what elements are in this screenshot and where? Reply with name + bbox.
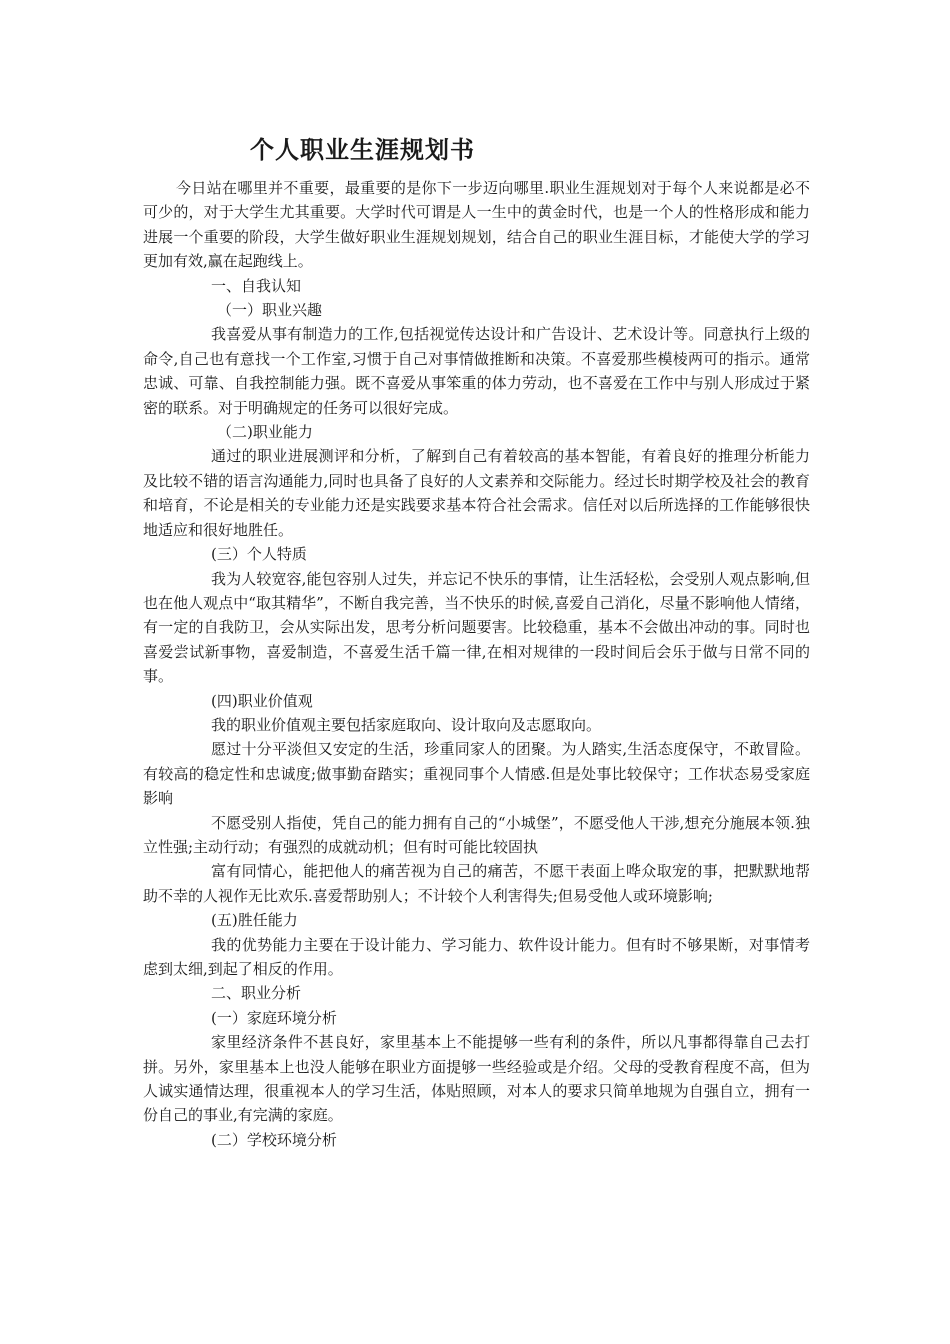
paragraph-career-values-1: 我的职业价值观主要包括家庭取向、设计取向及志愿取向。 — [211, 715, 602, 734]
paragraph-career-ability: 通过的职业进展测评和分析，了解到自己有着较高的基本智能，有着良好的推理分析能力及比较不错的语言沟通能力,同时也具备了良好的人文素养和交际能力。经过长时期学校及社会的教育和培育，不论是相关的专业能力还是实践要求基本符合社会需求。信任对以后所选择的工作能够很快地适应和很好地胜任。 — [143, 447, 810, 539]
subheading-career-interest: （一）职业兴趣 — [217, 301, 323, 320]
paragraph-competency: 我的优势能力主要在于设计能力、学习能力、软件设计能力。但有时不够果断，对事情考虑到太细,到起了相反的作用。 — [143, 935, 810, 978]
paragraph-career-interest: 我喜爱从事有制造力的工作,包括视觉传达设计和广告设计、艺术设计等。同意执行上级的命令,自己也有意找一个工作室,习惯于自己对事情做推断和决策。不喜爱那些模棱两可的指示。通常忠诚、可靠、自我控制能力强。既不喜爱从事笨重的体力劳动，也不喜爱在工作中与别人形成过于紧密的联系。对于明确规定的任务可以很好完成。 — [143, 325, 810, 417]
subheading-family-environment: (一）家庭环境分析 — [211, 1008, 337, 1027]
subheading-school-environment: (二）学校环境分析 — [211, 1130, 337, 1149]
subheading-career-ability: （二)职业能力 — [217, 423, 313, 442]
section-heading-self-awareness: 一、自我认知 — [211, 276, 302, 295]
paragraph-personal-traits: 我为人较宽容,能包容别人过失，并忘记不快乐的事情，让生活轻松，会受别人观点影响,但也在他人观点中“取其精华”，不断自我完善，当不快乐的时候,喜爱自己消化，尽量不影响他人情绪，有一定的自我防卫，会从实际出发，思考分析问题要害。比较稳重，基本不会做出冲动的事。同时也喜爱尝试新事物，喜爱制造，不喜爱生活千篇一律,在相对规律的一段时间后会乐于做与日常不同的事。 — [143, 569, 810, 686]
section-heading-career-analysis: 二、职业分析 — [211, 984, 302, 1003]
subheading-career-values: (四)职业价值观 — [211, 691, 313, 710]
paragraph-career-values-3: 不愿受别人指使，凭自己的能力拥有自己的“小城堡”，不愿受他人干涉,想充分施展本领.独立性强;主动行动；有强烈的成就动机；但有时可能比较固执 — [143, 813, 810, 856]
paragraph-family-environment: 家里经济条件不甚良好，家里基本上不能提够一些有利的条件，所以凡事都得靠自己去打拼。另外，家里基本上也没人能够在职业方面提够一些经验或是介绍。父母的受教育程度不高，但为人诚实通情达理，很重视本人的学习生活，体贴照顾，对本人的要求只简单地规为自强自立，拥有一份自己的事业,有完满的家庭。 — [143, 1033, 810, 1125]
subheading-personal-traits: (三）个人特质 — [211, 545, 307, 564]
subheading-competency: (五)胜任能力 — [211, 911, 298, 930]
document-title: 个人职业生涯规划书 — [250, 135, 475, 164]
intro-paragraph: 今日站在哪里并不重要，最重要的是你下一步迈向哪里.职业生涯规划对于每个人来说都是必不可少的，对于大学生尤其重要。大学时代可谓是人一生中的黄金时代，也是一个人的性格形成和能力进展一个重要的阶段，大学生做好职业生涯规划规划，结合自己的职业生涯目标，才能使大学的学习更加有效,赢在起跑线上。 — [143, 179, 810, 271]
paragraph-career-values-4: 富有同情心，能把他人的痛苦视为自己的痛苦，不愿干表面上哗众取宠的事，把默默地帮助不幸的人视作无比欢乐.喜爱帮助别人；不计较个人利害得失;但易受他人或环境影响; — [143, 862, 810, 905]
paragraph-career-values-2: 愿过十分平淡但又安定的生活，珍重同家人的团聚。为人踏实,生活态度保守，不敢冒险。有较高的稳定性和忠诚度;做事勤奋踏实；重视同事个人情感.但是处事比较保守；工作状态易受家庭影响 — [143, 740, 810, 808]
document-body — [143, 176, 810, 1152]
